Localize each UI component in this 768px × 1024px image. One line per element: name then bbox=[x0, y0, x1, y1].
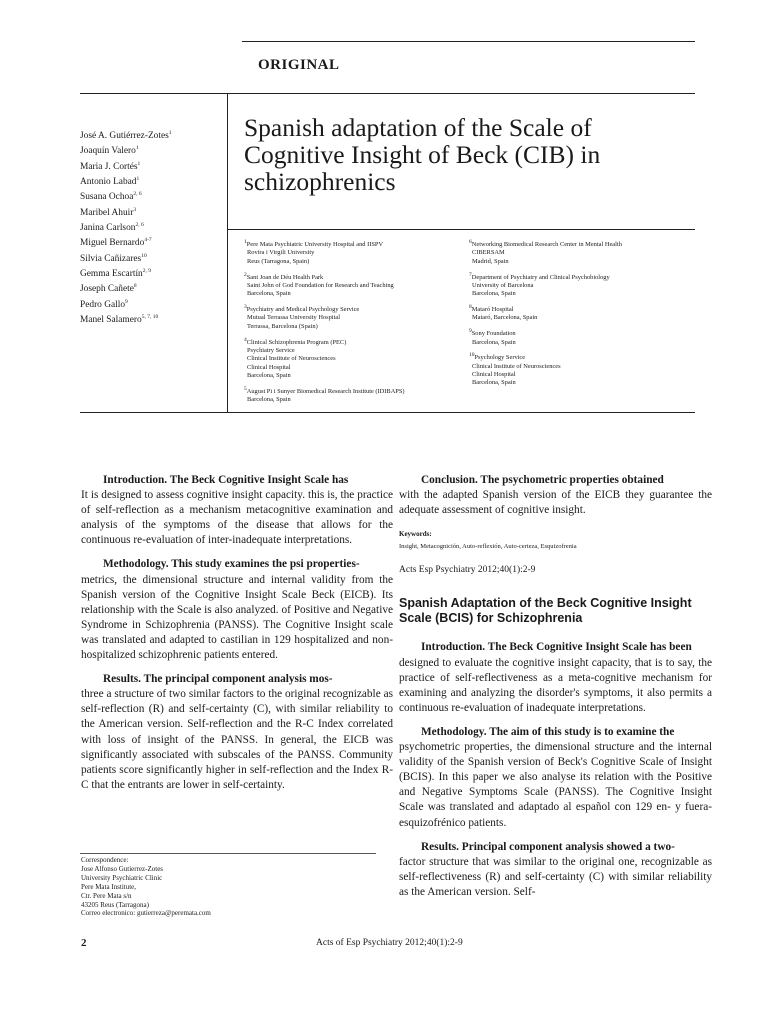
conclusion-heading: Conclusion. The psychometric properties obtained bbox=[421, 474, 664, 486]
affiliation-line bbox=[469, 282, 669, 290]
affiliation-line bbox=[244, 385, 464, 396]
correspondence-line: Jose Alfonso Gutierrez-Zotes bbox=[81, 864, 164, 873]
author-name: Maria J. Cortés bbox=[80, 161, 138, 172]
author-row bbox=[80, 158, 220, 173]
eng-intro-heading: Introduction. The Beck Cognitive Insight Scale has been bbox=[421, 641, 692, 654]
affiliation-line bbox=[244, 323, 464, 331]
affiliation-text: Terrassa, Barcelona (Spain) bbox=[247, 322, 318, 330]
author-row bbox=[80, 265, 220, 280]
affiliation-text: Mutual Terrassa University Hospital bbox=[247, 314, 340, 322]
affiliation-line bbox=[244, 336, 464, 347]
affiliation-line bbox=[469, 303, 669, 314]
affiliation-block bbox=[244, 271, 464, 299]
affiliation-line bbox=[469, 258, 669, 266]
author-affiliation-marker: 1 bbox=[137, 160, 141, 167]
affiliation-line bbox=[244, 282, 464, 290]
author-row bbox=[80, 250, 220, 265]
keywords-text: Insight, Metacognición, Auto-reflexión, Auto-certeza, Esquizofrenia bbox=[399, 543, 577, 551]
english-abstract-title: Spanish Adaptation of the Beck Cognitive Insight Scale (BCIS) for Schizophrenia bbox=[399, 596, 692, 626]
results-heading: Results. The principal component analysis mos- bbox=[103, 673, 333, 686]
author-name: José A. Gutiérrez-Zotes bbox=[80, 131, 169, 142]
affiliation-block bbox=[469, 327, 669, 347]
author-affiliation-marker: 10 bbox=[141, 252, 147, 259]
author-name: Miguel Bernardo bbox=[80, 238, 145, 249]
spanish-citation: Acts Esp Psychiatry 2012;40(1):2-9 bbox=[399, 565, 536, 576]
affiliation-line bbox=[469, 339, 669, 347]
header-rule bbox=[80, 93, 695, 94]
affiliation-text: Madrid, Spain bbox=[472, 257, 509, 265]
affiliation-line bbox=[469, 351, 669, 362]
author-affiliation-marker: 8 bbox=[133, 283, 137, 290]
affiliation-marker: 8 bbox=[469, 304, 472, 311]
section-label: ORIGINAL bbox=[258, 57, 340, 73]
author-row bbox=[80, 127, 220, 142]
author-row bbox=[80, 296, 220, 311]
affiliation-marker: 3 bbox=[244, 304, 247, 311]
eng-results-body: factor structure that was similar to the original one, recognizable as self-reflectiveness (R) and self-certainty (C) with similar reliability as the American version. Self- bbox=[399, 855, 712, 898]
affiliation-marker: 10 bbox=[469, 352, 475, 359]
affiliation-line bbox=[244, 347, 464, 355]
page-number: 2 bbox=[81, 937, 87, 949]
affiliation-text: Barcelona, Spain bbox=[472, 290, 516, 298]
conclusion-body: with the adapted Spanish version of the EICB they guarantee the adequate assessment of cognitive insight. bbox=[399, 489, 712, 517]
method-heading: Methodology. This study examines the psi properties- bbox=[103, 558, 360, 571]
affiliation-text: Barcelona, Spain bbox=[247, 290, 291, 298]
affiliation-line bbox=[244, 396, 464, 404]
affiliation-block bbox=[469, 238, 669, 266]
bottom-header-rule bbox=[80, 412, 695, 413]
author-row bbox=[80, 234, 220, 249]
results-paragraph bbox=[81, 672, 393, 793]
author-list bbox=[80, 127, 220, 326]
correspondence-line: Correo electronico: gutierreza@peremata.com bbox=[81, 909, 211, 918]
affiliation-text: Mataró Hospital bbox=[471, 306, 514, 314]
affiliation-text: University of Barcelona bbox=[472, 281, 534, 289]
author-row bbox=[80, 204, 220, 219]
author-affiliation-marker: 4-7 bbox=[144, 237, 152, 244]
affiliation-text: Clinical Schizophrenia Program (PEC) bbox=[246, 338, 347, 346]
affiliation-block bbox=[244, 238, 464, 266]
author-name: Maribel Ahuir bbox=[80, 207, 134, 218]
affiliation-line bbox=[244, 271, 464, 282]
eng-intro-body: designed to evaluate the cognitive insight capacity, that is to say, the practice of self-reflectiveness as a meta-cognitive mechanism for examining and analyzing the disorder's symptoms, it also permits a continuous re-evaluation of inadequate interpretations. bbox=[399, 656, 712, 714]
top-rule bbox=[242, 41, 695, 42]
correspondence-line: Ctr. Pere Mata s/n bbox=[81, 891, 132, 900]
intro-body: It is designed to assess cognitive insight capacity. this is, the practice of self-reflection as a mechanism metacognitive examination and analysis of the symptoms of the disease that allows for the continuous re-evaluation of inter-inadequate interpretations. bbox=[81, 489, 393, 547]
intro-paragraph bbox=[81, 473, 393, 548]
article-title: Spanish adaptation of the Scale of Cognitive Insight of Beck (CIB) in schizophrenics bbox=[244, 113, 601, 196]
affiliation-text: Barcelona, Spain bbox=[472, 379, 516, 387]
author-row bbox=[80, 142, 220, 157]
affiliation-block bbox=[244, 336, 464, 381]
affiliation-marker: 6 bbox=[469, 239, 472, 245]
results-body: three a structure of two similar factors to the original recognizable as self-reflection (R) and self-certainty (C), with similar reliability to the American version. Self-reflection and the R-C Index correlated with loss of insight of the PANSS. In general, the EICB was significantly associated with subscales of the PANSS. Community patients score significantly higher in self-reflection and the Index R-C that the entrants are lower in self-certainty. bbox=[81, 688, 393, 791]
method-body: metrics, the dimensional structure and internal validity from the Spanish version of the Cognitive Insight Scale Beck (EICB). Its relationship with the Scale is also analyzed. of Positive and Negative Syndrome in Schizophrenia (PANSS). The Cognitive Insight scale was translated and adapted to castilian in 129 hospitalized and non-hospitalized schizophrenic patients entered. bbox=[81, 573, 393, 662]
affiliation-line bbox=[244, 258, 464, 266]
conclusion-paragraph bbox=[399, 473, 712, 518]
affiliation-marker: 2 bbox=[244, 271, 247, 278]
affiliation-text: Clinical Hospital bbox=[247, 363, 291, 371]
author-name: Antonio Labad bbox=[80, 177, 137, 188]
affiliation-block bbox=[469, 271, 669, 299]
affiliation-text: Sant Joan de Déu Health Park bbox=[246, 273, 324, 281]
affiliation-line bbox=[244, 238, 464, 249]
affiliation-line bbox=[469, 327, 669, 338]
eng-results-paragraph bbox=[399, 840, 712, 900]
affiliation-text: Psychiatry and Medical Psychology Service bbox=[246, 306, 360, 314]
affiliation-line bbox=[244, 372, 464, 380]
abstract-column-left bbox=[81, 473, 393, 802]
abstract-column-right bbox=[399, 473, 712, 909]
author-name: Joaquín Valero bbox=[80, 146, 136, 157]
affiliation-text: August Pi i Sunyer Biomedical Research Institute (IDIBAPS) bbox=[246, 387, 405, 395]
affiliation-text: Psychiatry Service bbox=[247, 346, 295, 354]
affiliation-line bbox=[469, 363, 669, 371]
correspondence-line: Pere Mata Institute, bbox=[81, 882, 137, 891]
affiliation-text: Psychology Service bbox=[474, 354, 526, 362]
correspondence-block bbox=[81, 856, 391, 918]
author-row bbox=[80, 173, 220, 188]
eng-method-paragraph bbox=[399, 725, 712, 831]
affiliation-block bbox=[469, 303, 669, 323]
affiliation-text: Department of Psychiatry and Clinical Psychobiology bbox=[471, 273, 610, 281]
correspondence-line: 43205 Reus (Tarragona) bbox=[81, 900, 149, 909]
author-affiliation-marker: 3 bbox=[133, 206, 137, 213]
affiliation-marker: 9 bbox=[469, 328, 472, 335]
affiliation-marker: 5 bbox=[244, 385, 247, 392]
affiliation-block bbox=[244, 385, 464, 405]
affiliation-text: Barcelona, Spain bbox=[247, 371, 291, 379]
method-paragraph bbox=[81, 557, 393, 663]
affiliation-text: Clinical Institute of Neurosciences bbox=[247, 355, 336, 363]
author-affiliation-marker: 2, 6 bbox=[135, 221, 144, 228]
affiliation-line bbox=[244, 303, 464, 314]
affiliation-line bbox=[469, 271, 669, 282]
author-name: Susana Ochoa bbox=[80, 192, 134, 203]
author-affiliation-marker: 9 bbox=[125, 298, 128, 305]
eng-method-body: psychometric properties, the dimensional structure and the internal validity of the Spanish version of Beck's Cognitive Scale of Insight (BCIS). In this paper we also analyse its relation with the Positive and Negative Symptoms Scale (PANSS). The Cognitive Insight Scale was translated and adaptado al español con 129 en- y fuera-esquizofrénico patients. bbox=[399, 741, 712, 829]
affiliation-text: Pere Mata Psychiatric University Hospital and IISPV bbox=[246, 241, 384, 249]
author-affiliation-marker: 2, 6 bbox=[133, 191, 142, 198]
affiliation-rule bbox=[228, 229, 695, 230]
affiliation-text: Clinical Hospital bbox=[472, 371, 516, 379]
author-affiliation-marker: 1 bbox=[135, 145, 139, 152]
eng-method-heading: Methodology. The aim of this study is to examine the bbox=[421, 725, 675, 738]
eng-results-heading: Results. Principal component analysis showed a two- bbox=[421, 840, 675, 853]
author-affiliation-marker: 2, 9 bbox=[142, 267, 151, 274]
affiliations-right bbox=[469, 238, 669, 392]
affiliation-text: Rovira i Virgili University bbox=[247, 249, 315, 257]
column-divider bbox=[227, 94, 228, 412]
author-affiliation-marker: 1 bbox=[168, 130, 172, 136]
affiliation-line bbox=[244, 314, 464, 322]
affiliation-text: Clinical Institute of Neurosciences bbox=[472, 362, 561, 370]
author-affiliation-marker: 1 bbox=[136, 175, 140, 182]
author-row bbox=[80, 280, 220, 295]
affiliation-text: Networking Biomedical Research Center in Mental Health bbox=[471, 241, 622, 249]
author-name: Joseph Cañete bbox=[80, 284, 134, 295]
affiliation-text: Saint John of God Foundation for Research and Teaching bbox=[247, 281, 394, 289]
affiliation-text: CIBERSAM bbox=[472, 249, 505, 257]
intro-heading: Introduction. The Beck Cognitive Insight Scale has bbox=[103, 474, 349, 486]
affiliation-line bbox=[244, 355, 464, 363]
affiliation-block bbox=[244, 303, 464, 331]
eng-intro-paragraph bbox=[399, 640, 712, 715]
affiliation-line bbox=[469, 371, 669, 379]
affiliation-line bbox=[244, 249, 464, 257]
keywords-label: Keywords: bbox=[399, 530, 432, 539]
correspondence-label: Correspondence: bbox=[81, 856, 129, 864]
author-name: Manel Salamero bbox=[80, 315, 142, 326]
affiliation-line bbox=[469, 290, 669, 298]
author-name: Pedro Gallo bbox=[80, 299, 126, 310]
affiliation-text: Barcelona, Spain bbox=[472, 338, 516, 346]
affiliation-text: Mataró, Barcelona, Spain bbox=[472, 314, 538, 322]
correspondence-line: University Psychiatric Clinic bbox=[81, 873, 163, 882]
affiliation-block bbox=[469, 351, 669, 387]
author-affiliation-marker: 5, 7, 10 bbox=[141, 313, 159, 320]
affiliation-marker: 1 bbox=[244, 239, 247, 245]
affiliation-marker: 4 bbox=[244, 336, 247, 343]
affiliation-line bbox=[469, 238, 669, 249]
affiliation-text: Reus (Tarragona, Spain) bbox=[247, 257, 310, 265]
affiliation-line bbox=[469, 249, 669, 257]
affiliation-line bbox=[469, 379, 669, 387]
footer-citation: Acts of Esp Psychiatry 2012;40(1):2-9 bbox=[316, 938, 463, 948]
author-row bbox=[80, 188, 220, 203]
author-row bbox=[80, 311, 220, 326]
affiliation-line bbox=[244, 364, 464, 372]
author-row bbox=[80, 219, 220, 234]
affiliations-left bbox=[244, 238, 464, 409]
affiliation-text: Barcelona, Spain bbox=[247, 396, 291, 404]
affiliation-line bbox=[469, 314, 669, 322]
author-name: Gemma Escartín bbox=[80, 269, 143, 280]
affiliation-marker: 7 bbox=[469, 271, 472, 278]
author-name: Janina Carlson bbox=[80, 223, 136, 234]
affiliation-text: Sony Foundation bbox=[471, 330, 516, 338]
correspondence-rule bbox=[80, 853, 376, 854]
affiliation-line bbox=[244, 290, 464, 298]
author-name: Silvia Cañizares bbox=[80, 253, 142, 264]
